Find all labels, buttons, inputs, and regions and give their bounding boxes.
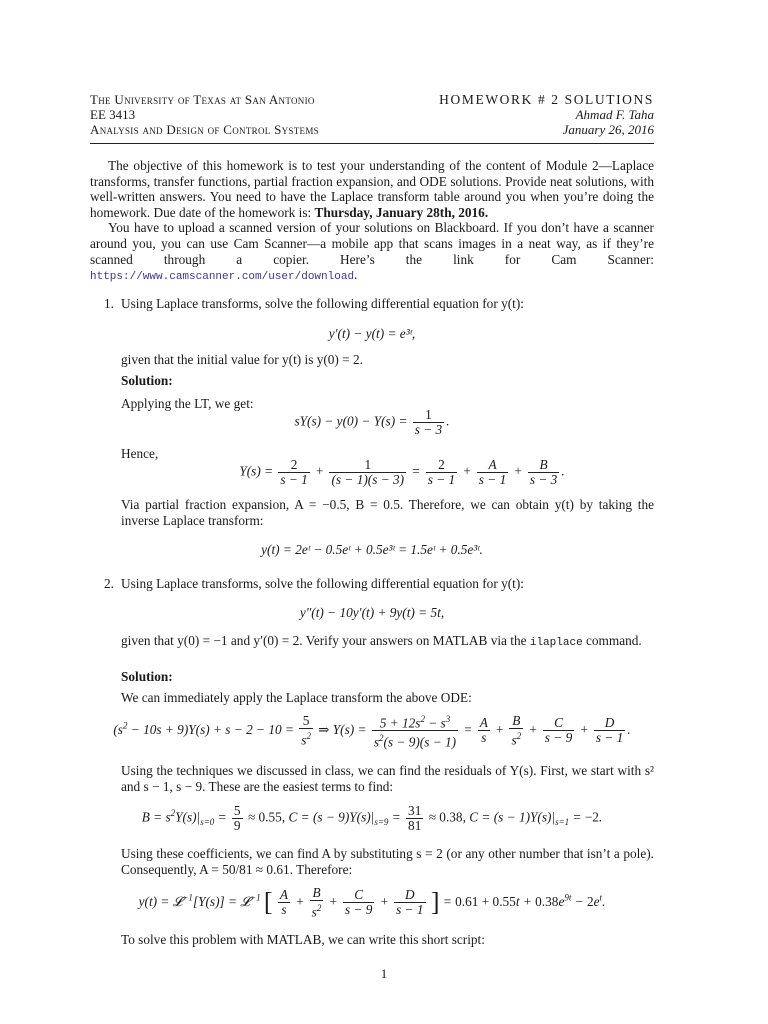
lt-equation-lhs: sY(s) − y(0) − Y(s) = <box>294 413 408 429</box>
problem-1-final-solution: y(t) = 2eᵗ − 0.5eᵗ + 0.5e³ᵗ = 1.5eᵗ + 0.5e³ᵗ. <box>261 542 483 557</box>
author-name: Ahmad F. Taha <box>575 107 654 122</box>
header-rule <box>90 143 654 144</box>
course-title: Analysis and Design of Control Systems <box>90 122 319 137</box>
lt-fraction: $\frac{1}{s - 3}$ <box>414 407 443 437</box>
hence-text: Hence, <box>121 446 159 461</box>
problem-2-coefficients-equation: $B = s^2Y(s)|_{s=0}$ = $\frac{5}{9}$ ≈ 0.55, $C = (s - 9)Y(s)|_{s=9}$ = $\frac{31}{81}$ ≈ 0.38, $C = (s - 1)Y(s)|_{s=1} = -2$. <box>141 803 603 833</box>
problem-1-lt-equation: sY(s) − y(0) − Y(s) = $\frac{1}{s - 3}$ . <box>294 407 450 437</box>
given-text <box>121 633 654 652</box>
coefficients-text: Using these coefficients, we can find A by substituting s = 2 (or any other number that isn’t a pole). Consequently, A = 50/81 ≈ 0.61. Therefore: <box>121 846 654 877</box>
intro-p1-text: The objective of this homework is to test your understanding of the content of Module 2—Laplace transforms, transfer functions, partial fraction expansion, and ODE solutions. Provide neat solutions, with well-written answers. You need to have the Laplace transform table around you when you’re doing the homework. Due date of the homework is: <box>90 158 654 220</box>
intro-paragraph-1 <box>90 158 654 220</box>
problem-2-transform-equation: $(s^2 - 10s + 9)Y(s) + s - 2 - 10$ = $\frac{5}{s^2}$ ⇒ Y(s) = $\frac{5 + 12s^2 - s^3}{s^2(s - 9)(s - 1)}$ = $\frac{A}{s}$ + $\frac{B}{s^2}$ + $\frac{C}{s - 9}$ + $\frac{D}{s - 1}$ . <box>113 713 631 750</box>
residues-text: Using the techniques we discussed in class, we can find the residuals of Y(s). First, we start with s² and s − 1, s − 9. These are the easiest terms to find: <box>121 763 654 794</box>
given-post: command. <box>582 633 642 648</box>
problem-1-text: Using Laplace transforms, solve the following differential equation for y(t): <box>121 296 524 311</box>
initial-condition-text: given that the initial value for y(t) is y(0) = 2. <box>121 352 363 367</box>
problem-2-number: 2. <box>104 576 114 591</box>
intro-section <box>90 158 654 286</box>
intro-p2-text: You have to upload a scanned version of your solutions on Blackboard. If you don’t have a scanner around you, you can use Cam Scanner—a mobile app that scans images in a neat way, as if they’re scanned through a copier. Here’s the link for Cam Scanner: <box>90 220 654 267</box>
homework-title: HOMEWORK # 2 SOLUTIONS <box>439 92 654 107</box>
date: January 26, 2016 <box>562 122 654 137</box>
header-right <box>439 92 654 137</box>
course-code: EE 3413 <box>90 107 136 122</box>
header-left <box>90 92 319 137</box>
camscanner-link[interactable]: https://www.camscanner.com/user/download <box>90 271 355 284</box>
page-number: 1 <box>380 966 388 981</box>
given-pre: given that y(0) = −1 and y′(0) = 2. Verify your answers on MATLAB via the <box>121 633 530 648</box>
problem-1-number: 1. <box>104 296 114 311</box>
pfe-text: Via partial fraction expansion, A = −0.5, B = 0.5. Therefore, we can obtain y(t) by taking the inverse Laplace transform: <box>121 497 654 528</box>
ilaplace-code: ilaplace <box>529 637 583 649</box>
due-date: Thursday, January 28th, 2016. <box>314 204 489 220</box>
matlab-text: To solve this problem with MATLAB, we can write this short script: <box>121 932 485 947</box>
apply-lt-text: We can immediately apply the Laplace transform the above ODE: <box>121 690 472 705</box>
university-name: The University of Texas at San Antonio <box>90 92 315 107</box>
problem-1-equation: y′(t) − y(t) = e³ᵗ, <box>328 326 416 341</box>
problem-1-Ys-equation: Y(s) = $\frac{2}{s - 1}$ + $\frac{1}{(s - 1)(s - 3)}$ = $\frac{2}{s - 1}$ + $\frac{A}{s - 1}$ + $\frac{B}{s - 3}$ . <box>239 457 565 487</box>
problem-2-equation: y″(t) − 10y′(t) + 9y(t) = 5t, <box>299 605 445 620</box>
intro-paragraph-2 <box>90 220 654 285</box>
applying-lt-text: Applying the LT, we get: <box>121 396 254 411</box>
solution-label-1: Solution: <box>121 373 173 388</box>
solution-label-2: Solution: <box>121 669 173 684</box>
intro-p2-end: . <box>354 267 358 283</box>
problem-2-inverse-equation: y(t) = 𝓛$^{-1}$[Y(s)] = 𝓛$^{-1}$ [ $\frac{A}{s}$ + $\frac{B}{s^2}$ + $\frac{C}{s - 9}$ + $\frac{D}{s - 1}$ ] = $0.61 + 0.55t + 0.38e^{9t} - 2e^t$. <box>138 885 606 920</box>
problem-2-text: Using Laplace transforms, solve the following differential equation for y(t): <box>121 576 524 591</box>
